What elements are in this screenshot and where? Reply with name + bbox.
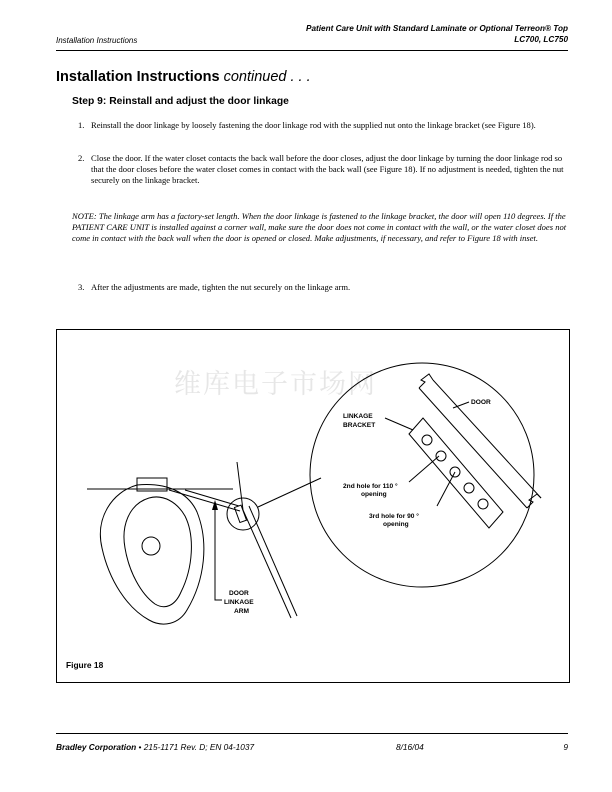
figure-label: Figure 18 xyxy=(66,660,104,670)
page-header-title xyxy=(306,23,568,45)
drain-circle xyxy=(142,537,160,555)
bracket-hole-2 xyxy=(436,451,446,461)
page-header-left: Installation Instructions xyxy=(56,36,138,45)
callout-hole-110: 2nd hole for 110 ° xyxy=(343,483,398,490)
footer-page-number: 9 xyxy=(563,742,568,752)
footer-company xyxy=(56,742,254,752)
footer-rule xyxy=(56,733,568,734)
section-title xyxy=(56,69,311,85)
section-title-continued: continued . . . xyxy=(223,69,311,85)
callout-door: DOOR xyxy=(471,399,491,406)
bracket-hole-4 xyxy=(464,483,474,493)
step-item-3 xyxy=(78,282,571,293)
header-title-line1: Patient Care Unit with Standard Laminate or Optional Terreon® Top xyxy=(306,24,568,33)
step-item-number: 1. xyxy=(78,120,85,130)
callout-arm-3: ARM xyxy=(234,608,250,615)
step-item-text: Reinstall the door linkage by loosely fastening the door linkage rod with the supplied nut onto the linkage bracket (see Figure 18). xyxy=(91,120,536,130)
callout-arm-2: LINKAGE xyxy=(224,599,254,606)
callout-hole-110-b: opening xyxy=(361,491,387,498)
callout-arm-1: DOOR xyxy=(229,590,249,597)
callout-hole-90: 3rd hole for 90 ° xyxy=(369,513,419,520)
bracket-leader xyxy=(385,418,413,430)
step-item-number: 2. xyxy=(78,153,85,163)
step-item-text: After the adjustments are made, tighten the nut securely on the linkage arm. xyxy=(91,282,351,292)
callout-linkage-2: BRACKET xyxy=(343,422,376,429)
step-item-2 xyxy=(78,153,571,185)
hole-110-leader xyxy=(409,456,439,482)
door-linkage-diagram xyxy=(57,330,569,682)
inset-door xyxy=(419,374,541,508)
step-item-number: 3. xyxy=(78,282,85,292)
water-closet-outer xyxy=(100,485,203,625)
arm-arrow xyxy=(212,500,218,510)
footer-company-name: Bradley Corporation xyxy=(56,742,137,752)
detail-circle xyxy=(227,498,259,530)
footer-doc-number: • 215-1171 Rev. D; EN 04-1037 xyxy=(136,742,255,752)
inset-circle xyxy=(310,363,534,587)
step-title: Step 9: Reinstall and adjust the door linkage xyxy=(72,96,289,107)
figure-18-box xyxy=(56,329,570,683)
header-model-numbers: LC700, LC750 xyxy=(514,35,568,44)
step-item-1 xyxy=(78,120,571,131)
bracket-hole-1 xyxy=(422,435,432,445)
watermark: 维库电子市场网 xyxy=(174,369,377,400)
header-rule xyxy=(56,50,568,51)
door-panel-line xyxy=(237,462,243,510)
footer-date: 8/16/04 xyxy=(396,742,424,752)
callout-hole-90-b: opening xyxy=(383,521,409,528)
bracket-small xyxy=(234,505,246,522)
arm-leader xyxy=(215,504,222,600)
step-item-text: Close the door. If the water closet contacts the back wall before the door closes, adjust the door linkage by turning the door linkage rod so that the door closes before the water closet comes in contact with the back wall (see Figure 18). If no adjustment is needed, tighten the nut securely on the linkage bracket. xyxy=(91,153,564,185)
callout-linkage-1: LINKAGE xyxy=(343,413,373,420)
inset-bracket xyxy=(409,418,503,528)
bracket-hole-5 xyxy=(478,499,488,509)
note-paragraph: NOTE: The linkage arm has a factory-set length. When the door linkage is fastened to the linkage bracket, the door will open 110 degrees. If the PATIENT CARE UNIT is installed against a corner wall, make sure the door does not come in contact with the wall, or the water closet does not come in contact with the back wall when the door is opened or closed. Make adjustments, if necessary, and refer to Figure 18 with inset. xyxy=(72,211,567,243)
section-title-main: Installation Instructions xyxy=(56,69,220,85)
